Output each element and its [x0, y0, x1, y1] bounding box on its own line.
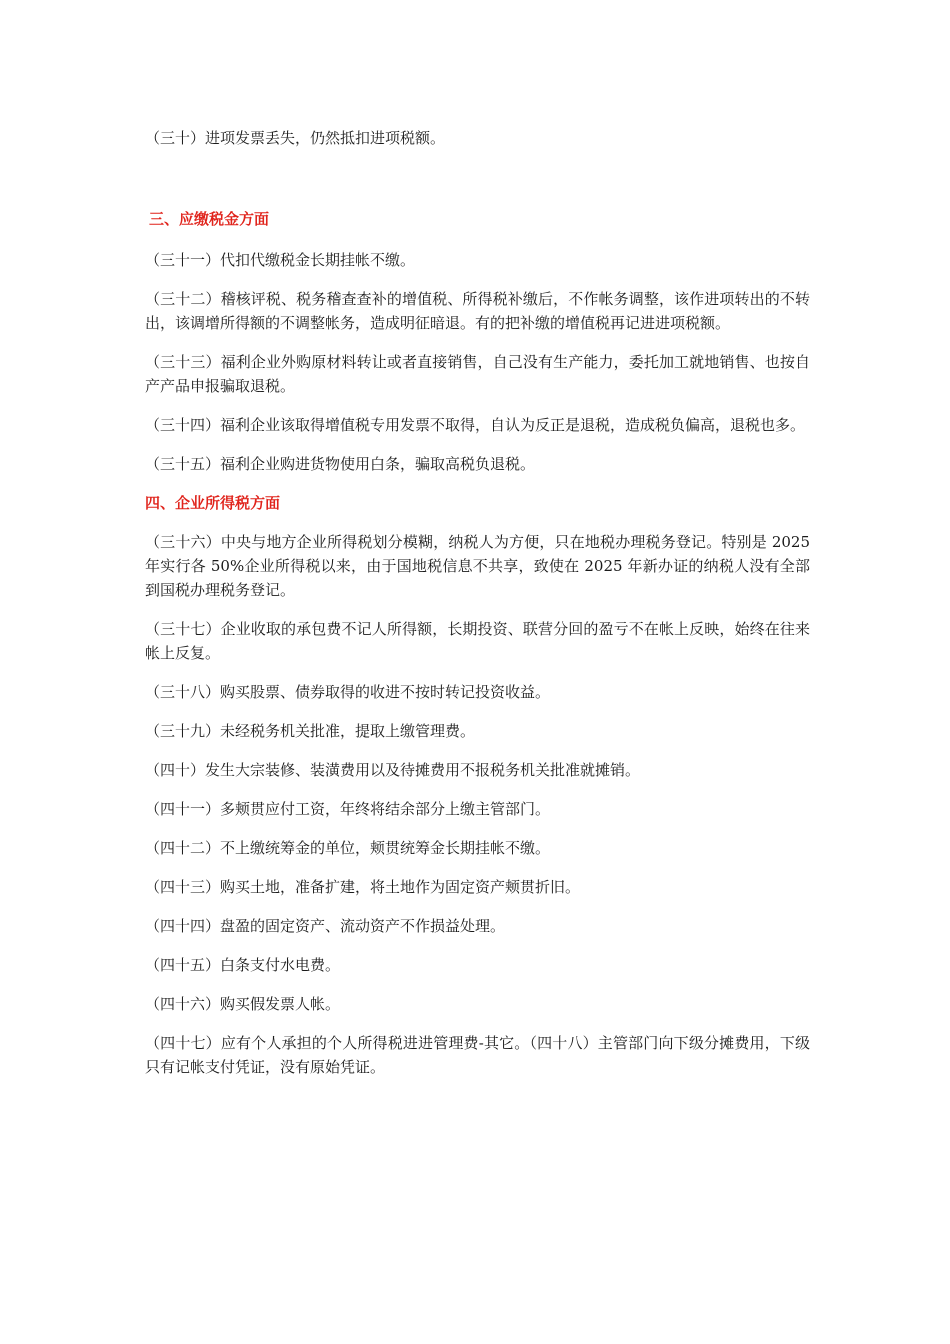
paragraph-35: （三十五）福利企业购进货物使用白条，骗取高税负退税。	[145, 455, 536, 473]
section-heading-payable-taxes: 三、应缴税金方面	[149, 210, 270, 228]
paragraph-44: （四十四）盘盈的固定资产、流动资产不作损益处理。	[145, 917, 506, 935]
paragraph-40: （四十）发生大宗装修、装潢费用以及待摊费用不报税务机关批准就摊销。	[145, 761, 641, 779]
paragraph-41: （四十一）多颊贯应付工资，年终将结余部分上缴主管部门。	[145, 800, 551, 818]
paragraph-31: （三十一）代扣代缴税金长期挂帐不缴。	[145, 251, 416, 269]
document-body	[145, 126, 810, 1094]
paragraph-36: （三十六）中央与地方企业所得税划分模糊，纳税人为方便，只在地税办理税务登记。特别是 2025 年实行各 50%企业所得税以来，由于国地税信息不共享，致使在 2025 年新办证的纳税人没有全部到国税办理税务登记。	[145, 533, 810, 599]
paragraph-30: （三十）进项发票丢失，仍然抵扣进项税额。	[145, 129, 446, 147]
paragraph-32: （三十二）稽核评税、税务稽查查补的增值税、所得税补缴后，不作帐务调整，该作进项转出的不转出，该调增所得额的不调整帐务，造成明征暗退。有的把补缴的增值税再记进进项税额。	[145, 290, 810, 332]
section-heading-corporate-income-tax: 四、企业所得税方面	[145, 494, 281, 512]
paragraph-33: （三十三）福利企业外购原材料转让或者直接销售，自己没有生产能力，委托加工就地销售、也按自产产品申报骗取退税。	[145, 353, 810, 395]
paragraph-46: （四十六）购买假发票人帐。	[145, 995, 341, 1013]
paragraph-42: （四十二）不上缴统筹金的单位，颊贯统筹金长期挂帐不缴。	[145, 839, 551, 857]
paragraph-37: （三十七）企业收取的承包费不记人所得额，长期投资、联营分回的盈亏不在帐上反映，始终在往来帐上反复。	[145, 620, 810, 662]
paragraph-34: （三十四）福利企业该取得增值税专用发票不取得，自认为反正是退税，造成税负偏高，退税也多。	[145, 416, 806, 434]
paragraph-43: （四十三）购买土地，准备扩建，将土地作为固定资产颊贯折旧。	[145, 878, 581, 896]
paragraph-39: （三十九）未经税务机关批准，提取上缴管理费。	[145, 722, 476, 740]
paragraph-47-48: （四十七）应有个人承担的个人所得税进进管理费-其它。（四十八）主管部门向下级分摊费用，下级只有记帐支付凭证，没有原始凭证。	[145, 1034, 810, 1076]
paragraph-38: （三十八）购买股票、债券取得的收进不按时转记投资收益。	[145, 683, 551, 701]
paragraph-45: （四十五）白条支付水电费。	[145, 956, 341, 974]
